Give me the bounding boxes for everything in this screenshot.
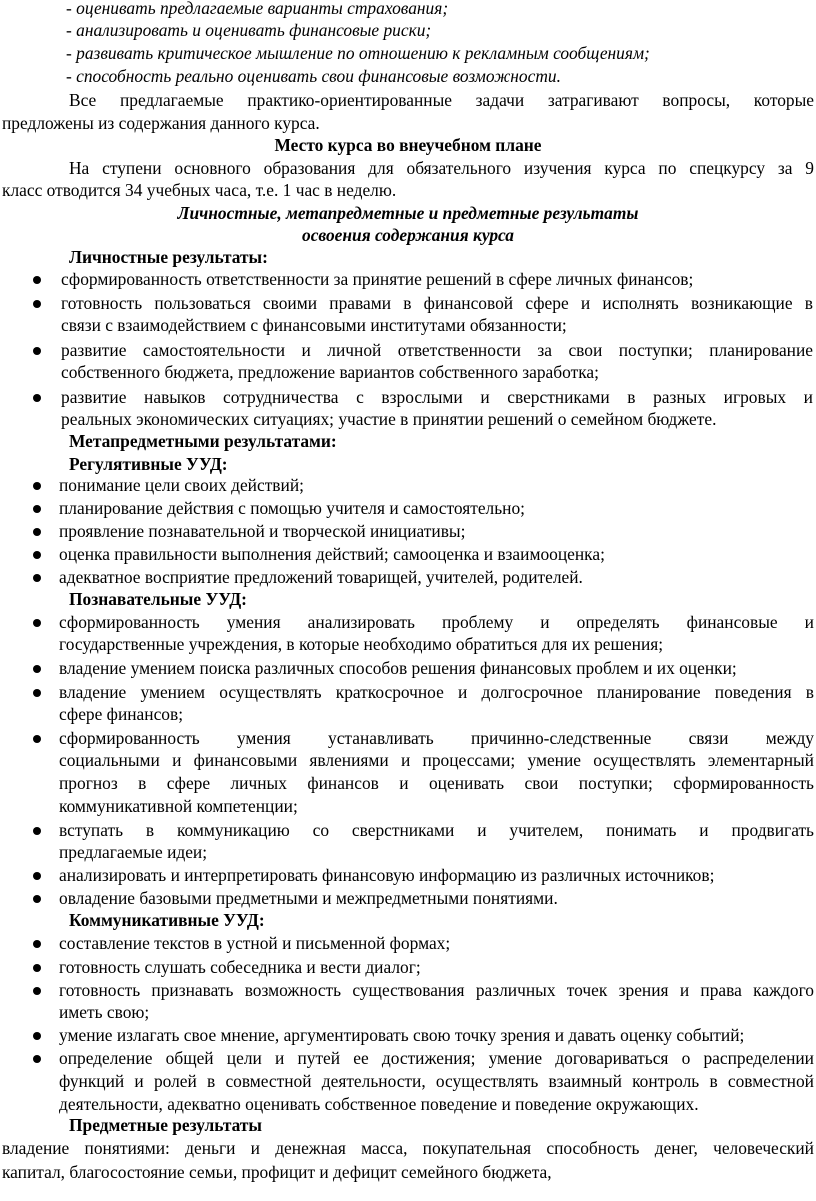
bullet-icon [33, 619, 41, 627]
bullet-icon [33, 987, 41, 995]
paragraph-line: Все предлагаемые практико-ориентированные задачи затрагивают вопросы, которые [69, 90, 814, 110]
list-item-line: иметь свою; [59, 1002, 150, 1022]
list-item-line: сформированность ответственности за принятие решений в сфере личных финансов; [61, 269, 694, 289]
bullet-icon [33, 964, 41, 972]
list-item-line: деятельности, адекватно оценивать собственное поведение и поведение окружающих. [59, 1094, 699, 1114]
bullet-icon [33, 482, 41, 490]
list-item-line: связи с взаимодействием с финансовыми институтами обязанности; [61, 315, 567, 335]
bullet-icon [33, 1032, 41, 1040]
bullet-icon [33, 347, 41, 355]
subsection-heading: Метапредметными результатами: [69, 431, 337, 451]
bullet-icon [33, 574, 41, 582]
list-item-line: реальных экономических ситуациях; участие в принятии решений о семейном бюджете. [61, 409, 717, 429]
list-item-line: государственные учреждения, в которые необходимо обратиться для их решения; [59, 634, 664, 654]
section-heading: Личностные, метапредметные и предметные результаты [177, 203, 639, 223]
bullet-icon [33, 551, 41, 559]
list-item-line: проявление познавательной и творческой инициативы; [59, 521, 466, 541]
list-item-line: коммуникативной компетенции; [59, 796, 298, 816]
list-item-line: сформированность умения анализировать проблему и определять финансовые и [59, 612, 814, 632]
bullet-icon [33, 276, 41, 284]
list-item-line: социальными и финансовыми явлениями и процессами; умение осуществлять элементарный [59, 750, 814, 770]
bullet-icon [33, 895, 41, 903]
subsection-heading: Личностные результаты: [69, 247, 268, 267]
bullet-icon [33, 394, 41, 402]
list-item-line: готовность признавать возможность существования различных точек зрения и права каждого [59, 980, 814, 1000]
bullet-icon [33, 689, 41, 697]
subsection-heading: Познавательные УУД: [69, 589, 247, 609]
list-item-line: сформированность умения устанавливать причинно-следственные связи между [59, 728, 814, 748]
list-item-line: понимание цели своих действий; [59, 475, 304, 495]
list-item-line: вступать в коммуникацию со сверстниками и учителем, понимать и продвигать [59, 820, 814, 840]
list-item-line: развитие навыков сотрудничества с взрослыми и сверстниками в разных игровых и [61, 387, 813, 407]
bullet-icon [33, 735, 41, 743]
subsection-heading: Предметные результаты [69, 1115, 262, 1135]
paragraph-line: капитал, благосостояние семьи, профицит и дефицит семейного бюджета, [2, 1162, 552, 1182]
list-item-line: овладение базовыми предметными и межпредметными понятиями. [59, 888, 558, 908]
list-item-line: оценка правильности выполнения действий; самооценка и взаимооценка; [59, 544, 605, 564]
list-item-line: развитие самостоятельности и личной ответственности за свои поступки; планирование [61, 340, 813, 360]
subsection-heading: Регулятивные УУД: [69, 454, 228, 474]
bullet-icon [33, 505, 41, 513]
bullet-icon [33, 872, 41, 880]
list-item-line: владение умением осуществлять краткосрочное и долгосрочное планирование поведения в [59, 682, 814, 702]
list-item-line: готовность пользоваться своими правами в финансовой сфере и исполнять возникающие в [61, 293, 813, 313]
list-item-line: умение излагать свое мнение, аргументировать свою точку зрения и давать оценку событий; [59, 1025, 745, 1045]
list-item-line: адекватное восприятие предложений товарищей, учителей, родителей. [59, 567, 583, 587]
paragraph-line: владение понятиями: деньги и денежная масса, покупательная способность денег, человеческий [2, 1138, 814, 1158]
intro-list-item: - развивать критическое мышление по отношению к рекламным сообщениям; [66, 43, 650, 63]
intro-list-item: - анализировать и оценивать финансовые риски; [66, 20, 432, 40]
intro-list-item: - оценивать предлагаемые варианты страхования; [66, 0, 449, 18]
bullet-icon [33, 827, 41, 835]
bullet-icon [33, 300, 41, 308]
bullet-icon [33, 528, 41, 536]
section-heading: освоения содержания курса [302, 225, 514, 245]
paragraph-line: На ступени основного образования для обязательного изучения курса по спецкурсу за 9 [69, 158, 814, 178]
intro-list-item: - способность реально оценивать свои финансовые возможности. [66, 66, 561, 86]
paragraph-line: класс отводится 34 учебных часа, т.е. 1 час в неделю. [2, 180, 397, 200]
list-item-line: определение общей цели и путей ее достижения; умение договариваться о распределении [59, 1048, 814, 1068]
section-heading: Место курса во внеучебном плане [274, 135, 542, 155]
list-item-line: составление текстов в устной и письменной формах; [59, 933, 451, 953]
list-item-line: предлагаемые идеи; [59, 842, 208, 862]
list-item-line: сфере финансов; [59, 704, 184, 724]
paragraph-line: предложены из содержания данного курса. [2, 113, 320, 133]
subsection-heading: Коммуникативные УУД: [69, 910, 265, 930]
list-item-line: владение умением поиска различных способов решения финансовых проблем и их оценки; [59, 658, 737, 678]
list-item-line: прогноз в сфере личных финансов и оценивать свои поступки; сформированность [59, 773, 814, 793]
bullet-icon [33, 665, 41, 673]
bullet-icon [33, 1055, 41, 1063]
list-item-line: собственного бюджета, предложение вариантов собственного заработка; [61, 362, 599, 382]
list-item-line: функций и ролей в совместной деятельности, осуществлять взаимный контроль в совместной [59, 1071, 814, 1091]
list-item-line: готовность слушать собеседника и вести диалог; [59, 957, 421, 977]
list-item-line: анализировать и интерпретировать финансовую информацию из различных источников; [59, 865, 715, 885]
bullet-icon [33, 940, 41, 948]
list-item-line: планирование действия с помощью учителя и самостоятельно; [59, 498, 525, 518]
